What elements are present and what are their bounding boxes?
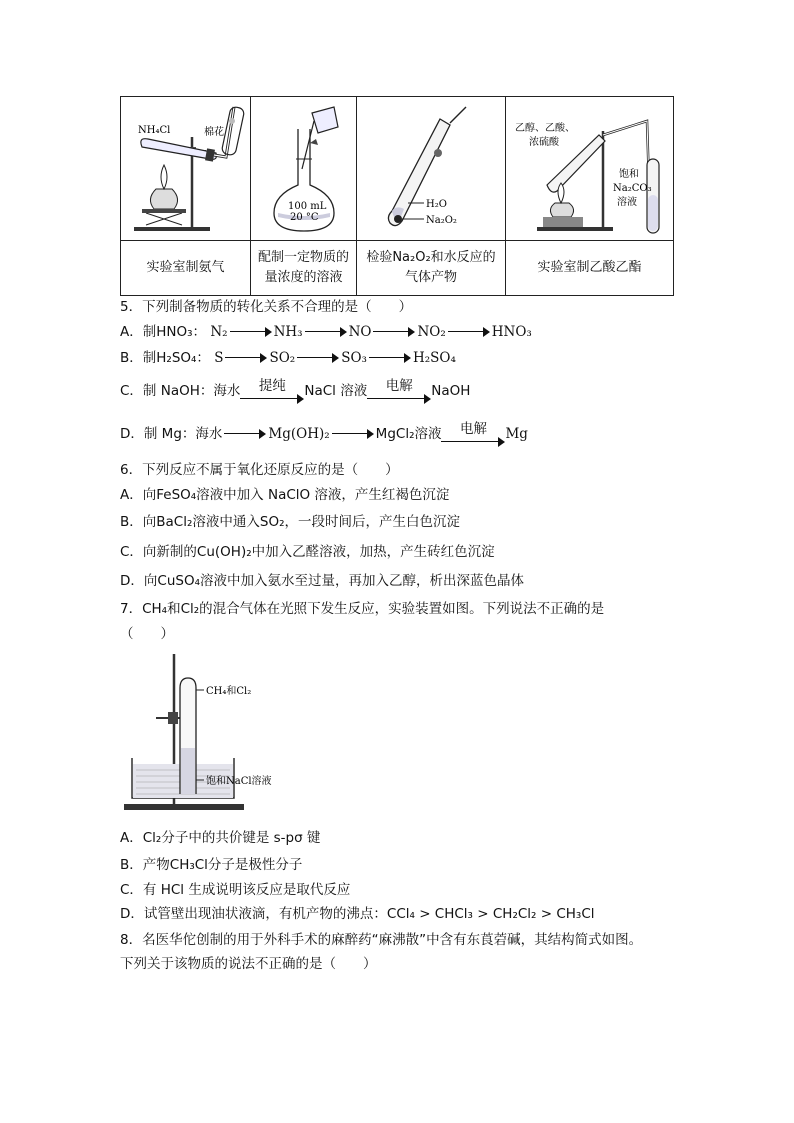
- q5-d-prefix: D．制 Mg：海水: [120, 426, 223, 442]
- caption-solution-line1: 配制一定物质的: [257, 250, 349, 265]
- ammonia-apparatus-cell: [121, 97, 251, 241]
- reaction-arrow-icon: [448, 327, 490, 337]
- q5-a-prefix: A．制HNO₃：: [120, 324, 207, 340]
- q5-a-species-5: HNO₃: [491, 324, 532, 340]
- reaction-arrow-icon: [225, 353, 267, 363]
- flask-temp-label: 20 °C: [289, 211, 319, 223]
- caption-na2o2-line1: 检验Na₂O₂和水反应的: [366, 250, 496, 265]
- q7-option-d: D．试管壁出现油状液滴，有机产物的沸点：CCl₄ > CHCl₃ > CH₂Cl₂ > CH₃Cl: [120, 906, 595, 922]
- flask-volume-label: 100 mL: [287, 200, 326, 212]
- q5-b-species-4: H₂SO₄: [412, 350, 456, 366]
- saturated-label-2: Na₂CO₃: [612, 182, 652, 194]
- q7-option-a: A．Cl₂分子中的共价键是 s-pσ 键: [120, 830, 321, 846]
- reaction-arrow-icon: [305, 327, 347, 337]
- q5-a-species-1: N₂: [210, 324, 228, 340]
- apparatus-table: [120, 96, 674, 296]
- methane-chlorination-figure: [120, 648, 360, 816]
- q5-option-c: [120, 378, 470, 404]
- q5-d-mid1: Mg(OH)₂: [268, 426, 330, 442]
- q5-c-prefix: C．制 NaOH：海水: [120, 383, 241, 399]
- reaction-arrow-icon: [332, 429, 374, 439]
- reaction-arrow-icon: [297, 353, 339, 363]
- q7-stem-line1: 7．CH₄和Cl₂的混合气体在光照下发生反应，实验装置如图。下列说法不正确的是: [120, 601, 605, 617]
- q5-a-species-4: NO₂: [417, 324, 446, 340]
- q7-stem-line2: （ ）: [120, 626, 174, 642]
- caption-na2o2-line2: 气体产物: [404, 270, 457, 285]
- q6-option-b: B．向BaCl₂溶液中通入SO₂，一段时间后，产生白色沉淀: [120, 514, 460, 530]
- volumetric-flask-figure: [252, 99, 356, 239]
- q5-c-mid: NaCl 溶液: [304, 383, 368, 399]
- q6-stem: 6．下列反应不属于氧化还原反应的是（ ）: [120, 462, 399, 478]
- ester-apparatus-cell: [506, 97, 674, 241]
- reaction-arrow-icon: [373, 327, 415, 337]
- q5-d-arrow-label: 电解: [459, 421, 487, 437]
- q6-option-d: D．向CuSO₄溶液中加入氨水至过量，再加入乙醇，析出深蓝色晶体: [120, 573, 524, 589]
- ammonia-apparatus-figure: [122, 99, 250, 239]
- q5-c-arrow2-label: 电解: [385, 378, 413, 394]
- q5-b-prefix: B．制H₂SO₄：: [120, 350, 210, 366]
- reaction-arrow-icon: [367, 394, 431, 404]
- caption-solution-line2: 量浓度的溶液: [264, 270, 343, 285]
- q5-a-species-3: NO: [348, 324, 372, 340]
- q8-stem-line2: 下列关于该物质的说法不正确的是（ ）: [120, 956, 377, 972]
- q5-d-end: Mg: [505, 426, 528, 442]
- q5-option-b: [120, 348, 456, 368]
- q5-stem: 5．下列制备物质的转化关系不合理的是（ ）: [120, 299, 413, 315]
- volumetric-flask-cell: [251, 97, 357, 241]
- reaction-arrow-icon: [441, 437, 505, 447]
- q7-option-b: B．产物CH₃Cl分子是极性分子: [120, 857, 303, 873]
- ester-apparatus-figure: [507, 99, 673, 239]
- caption-ammonia: 实验室制氨气: [121, 241, 251, 296]
- reaction-arrow-icon: [230, 327, 272, 337]
- q5-a-species-2: NH₃: [273, 324, 303, 340]
- reaction-arrow-icon: [369, 353, 411, 363]
- na2o2-test-cell: [357, 97, 506, 241]
- caption-solution: [251, 241, 357, 296]
- q8-stem-line1: 8．名医华佗创制的用于外科手术的麻醉药“麻沸散”中含有东莨菪碱，其结构简式如图。: [120, 932, 643, 948]
- caption-na2o2: [357, 241, 506, 296]
- q6-option-c: C．向新制的Cu(OH)₂中加入乙醛溶液，加热，产生砖红色沉淀: [120, 544, 495, 560]
- reaction-arrow-icon: [224, 429, 266, 439]
- q5-b-species-2: SO₂: [269, 350, 296, 366]
- q5-d-mid2: MgCl₂溶液: [375, 426, 442, 442]
- q5-c-arrow1-label: 提纯: [258, 378, 286, 394]
- q7-option-c: C．有 HCl 生成说明该反应是取代反应: [120, 882, 351, 898]
- reagents-label-2: 浓硫酸: [528, 136, 559, 148]
- saturated-label-1: 饱和: [618, 168, 639, 180]
- q5-b-species-1: S: [214, 350, 224, 366]
- h2o-label: H₂O: [426, 198, 447, 210]
- fig7-gas-label: CH₄和Cl₂: [206, 686, 252, 697]
- fig7-solution-label: 饱和NaCl溶液: [206, 776, 272, 787]
- q5-option-d: [120, 421, 528, 447]
- nh4cl-label: NH₄Cl: [137, 124, 170, 136]
- reaction-arrow-icon: [240, 394, 304, 404]
- saturated-label-3: 溶液: [616, 196, 637, 208]
- q6-option-a: A．向FeSO₄溶液中加入 NaClO 溶液，产生红褐色沉淀: [120, 487, 450, 503]
- q5-c-end: NaOH: [431, 383, 471, 399]
- na2o2-test-figure: [358, 99, 504, 239]
- na2o2-label: Na₂O₂: [426, 214, 457, 226]
- caption-ester: 实验室制乙酸乙酯: [506, 241, 674, 296]
- reagents-label-1: 乙醇、乙酸、: [514, 122, 575, 134]
- q5-option-a: [120, 322, 532, 342]
- q5-b-species-3: SO₃: [341, 350, 367, 366]
- cotton-label: 棉花: [203, 126, 224, 138]
